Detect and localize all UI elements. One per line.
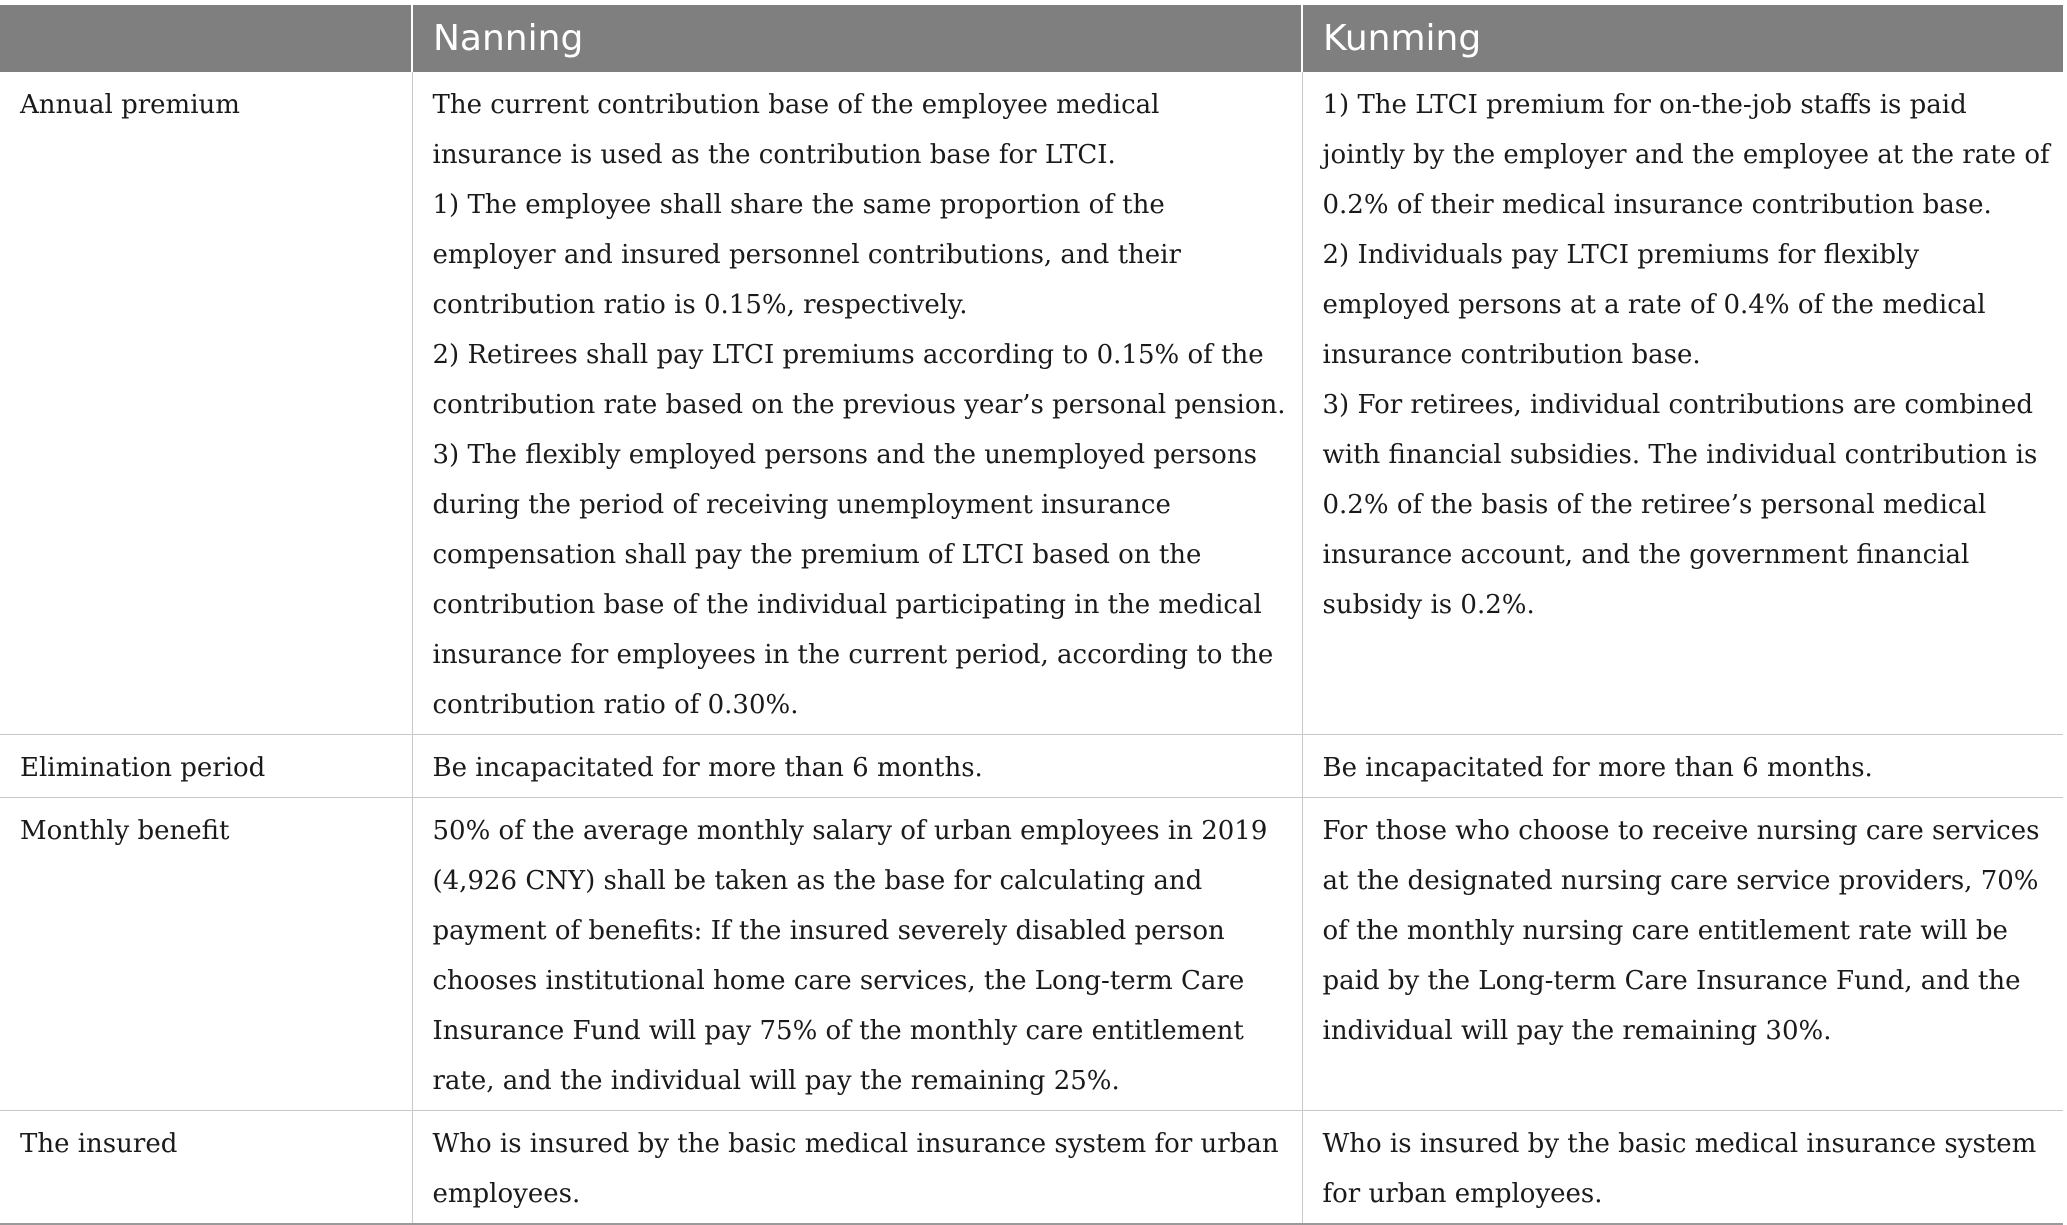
kunming-cell [1302,798,2063,1111]
nanning-cell [412,72,1302,735]
nanning-cell [412,735,1302,798]
cell-paragraph: The current contribution base of the employee medical insurance is used as the contribution base for LTCI. [432,90,1160,170]
ltci-comparison-table [0,5,2063,1225]
comparison-table-container [0,5,2063,1225]
cell-paragraph: Who is insured by the basic medical insurance system for urban employees. [1322,1129,2037,1209]
cell-paragraph: 3) The flexibly employed persons and the unemployed persons during the period of receiving unemployment insurance compensation shall pay the premium of LTCI based on the contribution base of the individual participating in the medical insurance for employees in the current period, according to the contribution ratio of 0.30%. [432,440,1274,720]
table-row-the-insured [0,1111,2063,1225]
cell-paragraph: For those who choose to receive nursing care services at the designated nursing care service providers, 70% of the monthly nursing care entitlement rate will be paid by the Long-term Care Insurance Fund, and the individual will pay the remaining 30%. [1322,816,2040,1046]
cell-paragraph: 3) For retirees, individual contributions are combined with financial subsidies. The individual contribution is 0.2% of the basis of the retiree’s personal medical insurance account, and the government financial subsidy is 0.2%. [1322,390,2038,620]
cell-paragraph: 1) The employee shall share the same proportion of the employer and insured personnel contributions, and their contribution ratio is 0.15%, respectively. [432,190,1181,320]
nanning-cell [412,1111,1302,1225]
header-cell-nanning: Nanning [412,5,1302,72]
kunming-cell [1302,1111,2063,1225]
table-header [0,5,2063,72]
table-row-annual-premium [0,72,2063,735]
table-row-elimination-period [0,735,2063,798]
header-cell-kunming: Kunming [1302,5,2063,72]
cell-paragraph: 50% of the average monthly salary of urban employees in 2019 (4,926 CNY) shall be taken as the base for calculating and payment of benefits: If the insured severely disabled person chooses institutional home care services, the Long-term Care Insurance Fund will pay 75% of the monthly care entitlement rate, and the individual will pay the remaining 25%. [432,816,1268,1096]
cell-paragraph: Who is insured by the basic medical insurance system for urban employees. [432,1129,1279,1209]
header-row [0,5,2063,72]
kunming-cell [1302,735,2063,798]
kunming-cell [1302,72,2063,735]
row-label: Monthly benefit [0,798,412,1111]
cell-paragraph: 2) Individuals pay LTCI premiums for flexibly employed persons at a rate of 0.4% of the medical insurance contribution base. [1322,240,1986,370]
table-body [0,72,2063,1224]
table-row-monthly-benefit [0,798,2063,1111]
cell-paragraph: Be incapacitated for more than 6 months. [432,753,983,783]
nanning-cell [412,798,1302,1111]
row-label: Elimination period [0,735,412,798]
cell-paragraph: 1) The LTCI premium for on-the-job staffs is paid jointly by the employer and the employee at the rate of 0.2% of their medical insurance contribution base. [1322,90,2050,220]
row-label: Annual premium [0,72,412,735]
row-label: The insured [0,1111,412,1225]
cell-paragraph: 2) Retirees shall pay LTCI premiums according to 0.15% of the contribution rate based on the previous year’s personal pension. [432,340,1286,420]
header-cell-empty [0,5,412,72]
cell-paragraph: Be incapacitated for more than 6 months. [1322,753,1873,783]
